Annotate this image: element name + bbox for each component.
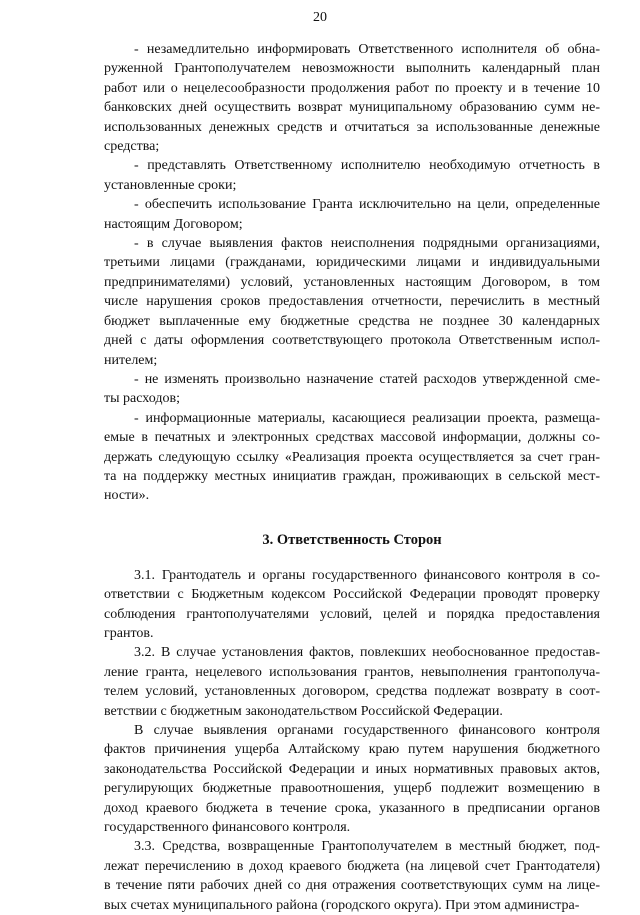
text-line: 3.2. В случае установления фактов, повлекших необоснованное предостав- (134, 645, 600, 661)
text-line: доход краевого бюджета в течение срока, указанного в предписании органов (104, 800, 600, 816)
text-line: фактов причинения ущерба Алтайскому краю путем нарушения бюджетного (104, 742, 600, 758)
spacer (104, 550, 600, 566)
text-line: 3.3. Средства, возвращенные Грантополучателем в местный бюджет, под- (134, 839, 600, 855)
text-line: - обеспечить использование Гранта исключительно на цели, определенные (134, 197, 600, 213)
obligation-item (104, 234, 600, 370)
text-line: вых счетах муниципального района (городского округа). При этом администра- (104, 897, 580, 913)
document-body (104, 40, 600, 915)
text-line: В случае выявления органами государственного финансового контроля (134, 723, 600, 738)
text-line: дней с даты оформления соответствующего протокола Ответственным испол- (104, 333, 600, 349)
text-line: - незамедлительно информировать Ответственного исполнителя об обна- (134, 42, 600, 57)
obligation-item (104, 156, 600, 195)
text-line: банковских дней осуществить возврат муниципальному образованию сумм не- (104, 100, 600, 116)
clause-paragraph (104, 721, 600, 837)
text-line: - не изменять произвольно назначение статей расходов утвержденной сме- (134, 371, 600, 387)
page-number: 20 (313, 10, 327, 25)
clause-paragraph (104, 566, 600, 644)
text-line: государственного финансового контроля. (104, 820, 351, 836)
spacer (104, 506, 600, 530)
obligation-item (104, 409, 600, 506)
text-line: держать следующую ссылку «Реализация проекта осуществляется за счет гран- (104, 449, 600, 465)
text-line: емые в печатных и электронных средствах массовой информации, должны со- (104, 430, 600, 446)
text-line: предпринимателями) условий, установленных настоящим Договором, в том (104, 274, 600, 290)
text-line: законодательства Российской Федерации и иных нормативных правовых актов, (104, 761, 600, 777)
obligation-item (104, 370, 600, 409)
text-line: установленные сроки; (104, 177, 237, 193)
text-line: ты расходов; (104, 391, 180, 407)
text-line: ответствии с Бюджетным кодексом Российской Федерации проводят проверку (104, 587, 600, 603)
text-line: ветствии с бюджетным законодательством Российской Федерации. (104, 703, 503, 719)
text-line: 3.1. Грантодатель и органы государственного финансового контроля в со- (134, 567, 600, 583)
text-line: в течение пяти рабочих дней со дня отражения соответствующих сумм на лице- (104, 878, 600, 894)
text-line: руженной Грантополучателем невозможности выполнить календарный план (104, 61, 600, 77)
text-line: использованных денежных средств и отчитаться за использованные денежные (104, 119, 600, 135)
text-line: - информационные материалы, касающиеся реализации проекта, размеща- (134, 410, 600, 426)
text-line: средства; (104, 139, 160, 155)
text-line: нителем; (104, 352, 158, 368)
text-line: числе нарушения сроков предоставления отчетности, перечислить в местный (104, 294, 600, 310)
obligation-item (104, 195, 600, 234)
text-line: лежат перечислению в доход краевого бюджета (на лицевой счет Грантодателя) (104, 858, 600, 874)
text-line: та на поддержку местных инициатив граждан, проживающих в сельской мест- (104, 468, 600, 484)
clause-paragraph (104, 837, 600, 915)
text-line: телем условий, установленных договором, средства подлежат возврату в соот- (104, 684, 600, 700)
text-line: - в случае выявления фактов неисполнения подрядными организациями, (134, 236, 600, 252)
obligations-list (104, 40, 600, 506)
text-line: регулирующих бюджетные правоотношения, ущерб подлежит возмещению в (104, 781, 600, 797)
text-line: - представлять Ответственному исполнителю необходимую отчетность в (134, 158, 600, 174)
text-line: бюджет выплаченные ему бюджетные средства не позднее 30 календарных (104, 313, 600, 329)
text-line: настоящим Договором; (104, 216, 243, 232)
responsibility-section (104, 566, 600, 915)
text-line: работ или о нецелесообразности продолжения работ по проекту и в течение 10 (104, 80, 600, 96)
text-line: грантов. (104, 625, 154, 641)
obligation-item (104, 40, 600, 156)
text-line: ление гранта, нецелевого использования грантов, невыполнения грантополуча- (104, 664, 600, 680)
clause-paragraph (104, 643, 600, 721)
text-line: ности». (104, 488, 150, 504)
text-line: соблюдения грантополучателями условий, целей и порядка предоставления (104, 606, 600, 622)
section-heading: 3. Ответственность Сторон (262, 531, 442, 548)
text-line: третьими лицами (гражданами, юридическими лицами и индивидуальными (104, 255, 600, 271)
